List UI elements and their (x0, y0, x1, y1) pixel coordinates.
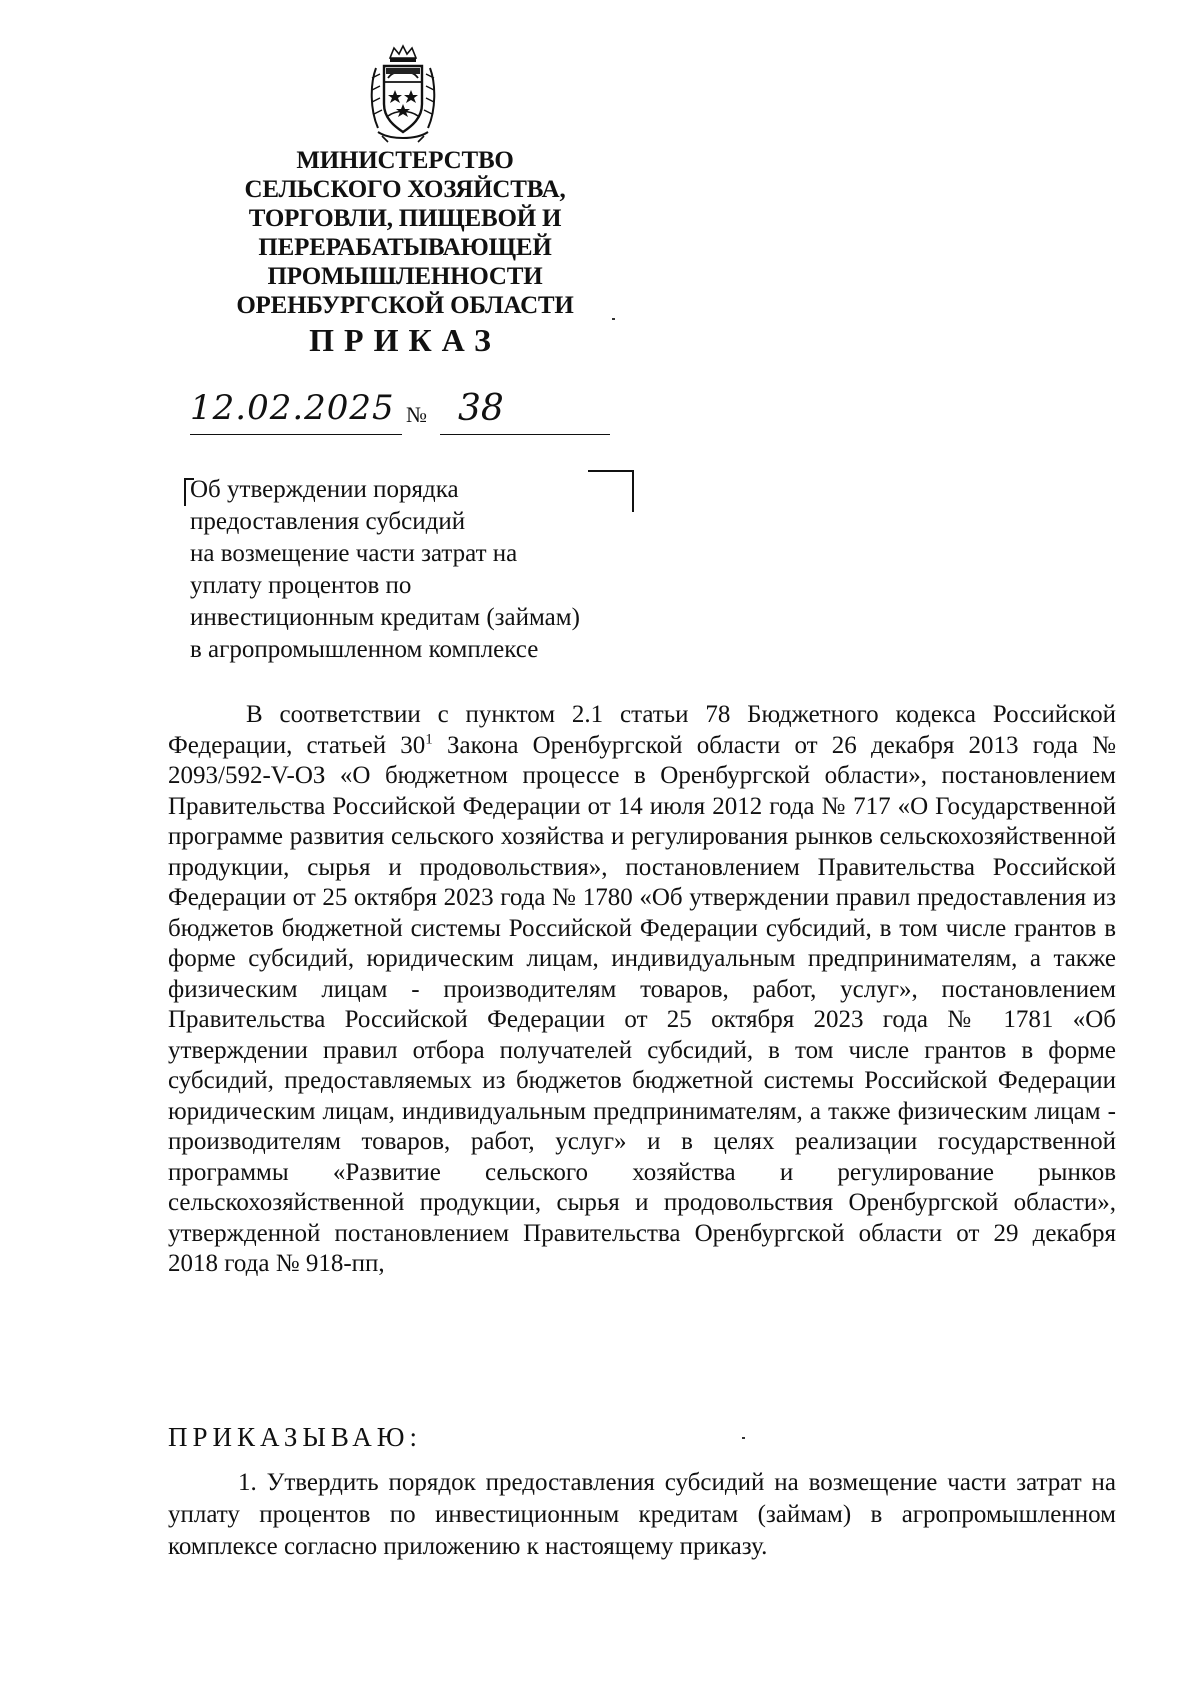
subject-line: предоставления субсидий (190, 508, 466, 535)
scan-speck (612, 318, 615, 320)
date-underline (190, 434, 402, 435)
superscript-marker: 1 (425, 731, 433, 748)
ministry-line: ПЕРЕРАБАТЫВАЮЩЕЙ (258, 234, 552, 261)
ministry-line: СЕЛЬСКОГО ХОЗЯЙСТВА, (244, 176, 566, 203)
ministry-line: МИНИСТЕРСТВО (296, 147, 514, 174)
date-number-line (190, 388, 610, 440)
document-type-title: ПРИКАЗ (309, 322, 501, 358)
ministry-line: ТОРГОВЛИ, ПИЩЕВОЙ И (248, 205, 562, 232)
oblast-coat-of-arms-icon (366, 44, 440, 144)
order-heading: ПРИКАЗЫВАЮ: (168, 1422, 422, 1452)
subject-line: на возмещение части затрат на (190, 540, 518, 567)
order-item-1-text: 1. Утвердить порядок предоставления субсидий на возмещение части затрат на уплату процентов по инвестиционным кредитам (займам) в агропромышленном комплексе согласно приложению к настоящему приказу. (168, 1469, 1116, 1560)
subject-line: в агропромышленном комплексе (190, 636, 539, 663)
subject-block (190, 474, 650, 666)
number-label: № (406, 402, 427, 427)
ministry-line: ОРЕНБУРГСКОЙ ОБЛАСТИ (236, 292, 574, 319)
scan-speck (742, 1437, 745, 1439)
preamble-text-part1: В соответствии с пунктом 2.1 статьи 78 Бюджетного кодекса Российской Федерации, статьей 30 (168, 701, 1116, 759)
order-item-1 (168, 1467, 1116, 1563)
ministry-name (200, 146, 610, 320)
handwritten-date: 12.02.2025 (190, 388, 395, 428)
subject-line: Об утверждении порядка (190, 476, 459, 503)
preamble-text-part2: Закона Оренбургской области от 26 декабря 2013 года № 2093/592-V-ОЗ «О бюджетном процессе в Оренбургской области», постановлением Правительства Российской Федерации от 14 июля 2012 года № 717 «О Государственной программе развития сельского хозяйства и регулирования рынков сельскохозяйственной продукции, сырья и продовольствия», постановлением Правительства Российской Федерации от 25 октября 2023 года № 1780 «Об утверждении правил предоставления из бюджетов бюджетной системы Российской Федерации субсидий, в том числе грантов в форме субсидий, юридическим лицам, индивидуальным предпринимателям, а также физическим лицам - производителям товаров, работ, услуг», постановлением Правительства Российской Федерации от 25 октября 2023 года № 1781 «Об утверждении правил отбора получателей субсидий, в том числе грантов в форме субсидий, предоставляемых из бюджетов бюджетной системы Российской Федерации юридическим лицам, индивидуальным предпринимателям, а также физическим лицам - производителям товаров, работ, услуг» и в целях реализации государственной программы «Развитие сельского хозяйства и регулирование рынков сельскохозяйственной продукции, сырья и продовольствия Оренбургской области», утвержденной постановлением Правительства Оренбургской области от 29 декабря 2018 года № 918-пп, (168, 731, 1116, 1277)
number-underline (440, 434, 610, 435)
handwritten-number: 38 (458, 388, 504, 429)
ministry-line: ПРОМЫШЛЕННОСТИ (267, 263, 543, 290)
subject-line: инвестиционным кредитам (займам) (190, 604, 580, 631)
preamble-paragraph (168, 700, 1116, 1280)
subject-line: уплату процентов по (190, 572, 412, 599)
